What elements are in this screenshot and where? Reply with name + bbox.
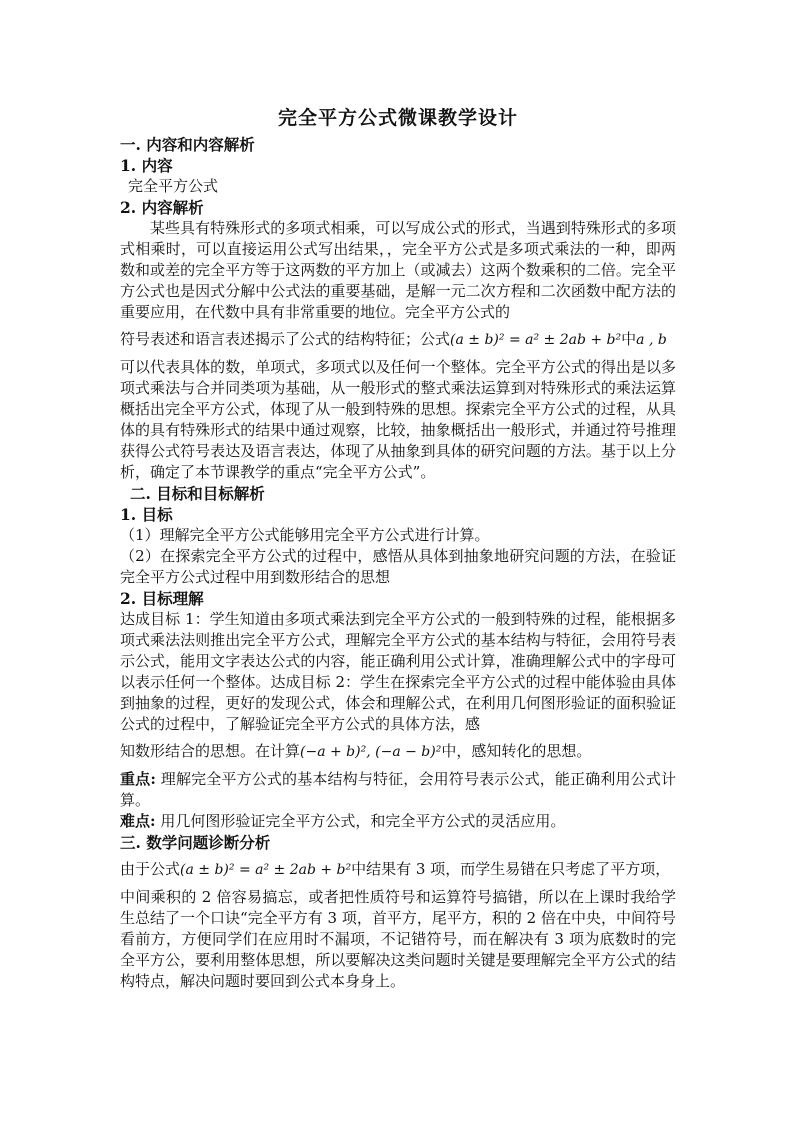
key-point-text: 理解完全平方公式的基本结构与特征，会用符号表示公式，能正确利用公式计算。 bbox=[120, 770, 676, 809]
diagnosis-perfect-square-formula: (a ± b)² = a² ± 2ab + b² bbox=[180, 862, 352, 878]
key-point-paragraph bbox=[120, 769, 676, 811]
perfect-square-formula: (a ± b)² = a² ± 2ab + b² bbox=[450, 332, 622, 348]
section-2-heading: 二. 目标和目标解析 bbox=[130, 484, 265, 503]
content-analysis-paragraph-c: 可以代表具体的数，单项式，多项式以及任何一个整体。完全平方公式的得出是以多项式乘法与合并同类项为基础，从一般形式的整式乘法运算到对特殊形式的乘法运算概括出完全平方公式，体现了从一般到特殊的思想。探索完全平方公式的过程，从具体的具有特殊形式的结果中通过观察，比较，抽象概括出一般形式，并通过符号推理获得公式符号表达及语言表达，体现了从抽象到具体的研究问题的方法。基于以上分析，确定了本节课教学的重点“完全平方公式”。 bbox=[120, 358, 676, 481]
content-analysis-paragraph-a: 某些具有特殊形式的多项式相乘，可以写成公式的形式，当遇到特殊形式的多项式相乘时，可以直接运用公式写出结果，，完全平方公式是多项式乘法的一种，即两数和或差的完全平方等于这两数的平方加上（或减去）这两个数乘积的二倍。完全平方公式也是因式分解中公式法的重要基础，是解一元二次方程和二次函数中配方法的重要应用，在代数中具有非常重要的地位。完全平方公式的 bbox=[120, 219, 676, 321]
content-analysis-formula-line bbox=[120, 323, 676, 357]
document-page bbox=[120, 104, 676, 992]
section-2-sub1-heading: 1. 目标 bbox=[120, 505, 173, 524]
goal-item-2: （2）在探索完全平方公式的过程中，感悟从具体到抽象地研究问题的方法，在验证完全平方公式过程中用到数形结合的思想 bbox=[120, 547, 676, 586]
diagnosis-paragraph-b: 中间乘积的 2 倍容易搞忘，或者把性质符号和运算符号搞错，所以在上课时我给学生总结了一个口诀“完全平方有 3 项，首平方，尾平方，积的 2 倍在中央，中间符号看前方，方便同学们在应用时不漏项，不记错符号，而在解决有 3 项为底数时的完全平方公，要利用整体思想，所以要解决这类问题时关键是要理解完全平方公式的结构特点，解决问题时要回到公式本身身上。 bbox=[120, 888, 676, 990]
formula-line-prefix: 符号表述和语言表述揭示了公式的结构特征；公式 bbox=[120, 330, 451, 348]
section-1-content-text: 完全平方公式 bbox=[128, 177, 219, 195]
key-point-label: 重点: bbox=[120, 770, 156, 788]
formula-variables: a , b bbox=[636, 332, 667, 348]
section-2-sub2-heading: 2. 目标理解 bbox=[120, 589, 204, 608]
goal-understanding-paragraph-a: 达成目标 1：学生知道由多项式乘法到完全平方公式的一般到特殊的过程，能根据多项式乘法法则推出完全平方公式，理解完全平方公式的基本结构与特征，会用符号表示公式，能用文字表达公式的内容，能正确利用公式计算，准确理解公式中的字母可以表示任何一个整体。达成目标 2：学生在探索完全平方公式的过程中能体验由具体到抽象的过程，更好的发现公式，体会和理解公式，在利用几何图形验证的面积验证公式的过程中，了解验证完全平方公式的具体方法，感 bbox=[120, 610, 676, 733]
diagnosis-formula-prefix: 由于公式 bbox=[120, 860, 181, 878]
negative-square-formulas: (−a + b)², (−a − b)² bbox=[300, 744, 442, 760]
difficulty-text: 用几何图形验证完全平方公式，和完全平方公式的灵活应用。 bbox=[155, 812, 566, 830]
section-3-heading: 三. 数学问题诊断分析 bbox=[120, 833, 271, 852]
goal-understanding-formula-line bbox=[120, 735, 676, 769]
difficulty-paragraph bbox=[120, 811, 676, 832]
diagnosis-formula-suffix: 中结果有 3 项，而学生易错在只考虑了平方项， bbox=[351, 860, 671, 878]
diagnosis-formula-line bbox=[120, 853, 676, 887]
goal-formula-suffix: 中，感知转化的思想。 bbox=[441, 742, 592, 760]
section-1-sub2-heading: 2. 内容解析 bbox=[120, 198, 204, 217]
section-1-heading: 一. 内容和内容解析 bbox=[120, 135, 255, 154]
goal-formula-prefix: 知数形结合的思想。在计算 bbox=[120, 742, 301, 760]
goal-item-1: （1）理解完全平方公式能够用完全平方公式进行计算。 bbox=[120, 526, 490, 544]
difficulty-label: 难点: bbox=[120, 812, 156, 830]
document-title: 完全平方公式微课教学设计 bbox=[277, 107, 518, 129]
section-1-sub1-heading: 1. 内容 bbox=[120, 156, 173, 175]
formula-line-mid: 中 bbox=[621, 330, 637, 348]
